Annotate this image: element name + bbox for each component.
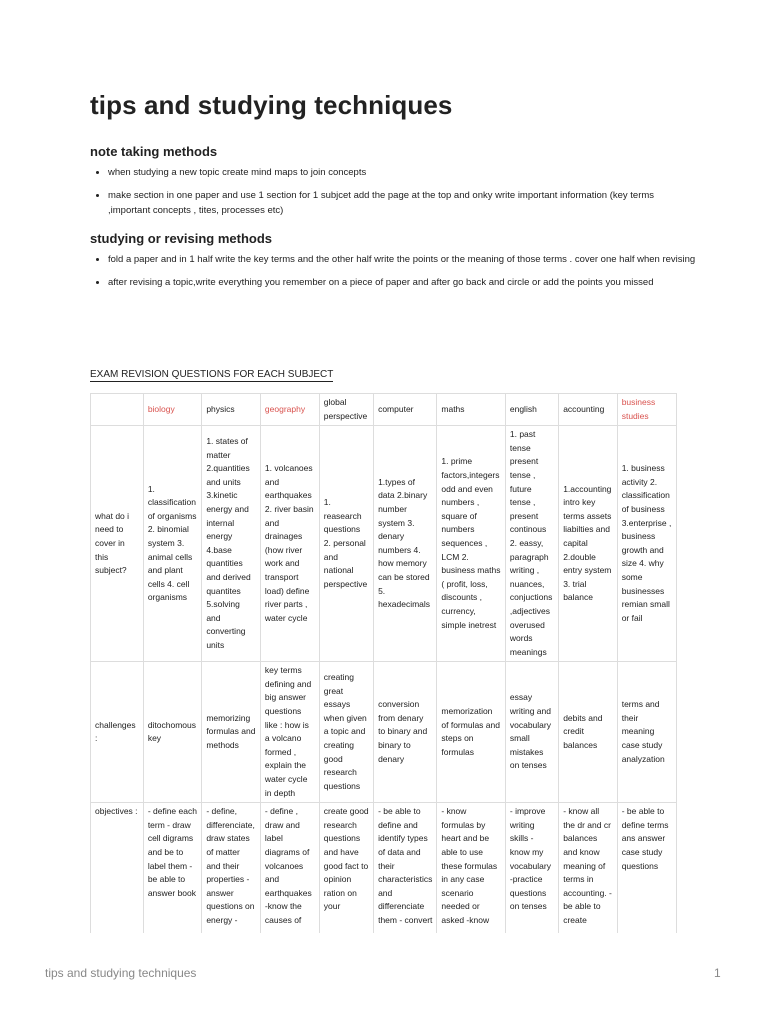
table-row xyxy=(91,803,677,933)
table-cell: 1. reasearch questions 2. personal and national perspective xyxy=(319,426,373,662)
table-cell: - define, differenciate, draw states of matter and their properties - answer questions on energy - xyxy=(202,803,261,933)
table-row xyxy=(91,426,677,662)
table-row xyxy=(91,662,677,803)
table-cell: 1. past tense present tense , future tense , present continous 2. eassy, paragraph writing , nuances, conjuctions ,adjectives overused words meanings xyxy=(505,426,558,662)
table-cell: 1. volcanoes and earthquakes 2. river basin and drainages (how river work and transport load) define river parts , water cycle xyxy=(260,426,319,662)
table-cell: creating great essays when given a topic and creating good research questions xyxy=(319,662,373,803)
row-header: challenges : xyxy=(91,662,144,803)
column-header-english: english xyxy=(505,394,558,426)
table-cell: ditochomous key xyxy=(143,662,202,803)
column-header-computer: computer xyxy=(374,394,437,426)
table-cell: - know formulas by heart and be able to use these formulas in any case scenario needed or asked -know xyxy=(437,803,505,933)
revising-list xyxy=(90,252,698,298)
table-cell: 1. states of matter 2.quantities and units 3.kinetic energy and internal energy 4.base quantities and derived quantites 5.solving and converting units xyxy=(202,426,261,662)
table-cell: key terms defining and big answer questions like : how is a volcano formed , explain the water cycle in depth xyxy=(260,662,319,803)
page-number: 1 xyxy=(714,966,721,980)
list-item: • make section in one paper and use 1 section for 1 subjcet add the page at the top and onky write important information (key terms ,important concepts , tites, processes etc) xyxy=(108,188,698,218)
table-header-row xyxy=(91,394,677,426)
column-header-business-studies: business studies xyxy=(617,394,676,426)
table-cell: 1. prime factors,integers odd and even numbers , square of numbers sequences , LCM 2. business maths ( profit, loss, discounts , currency, simple inetrest xyxy=(437,426,505,662)
table-cell: memorizing formulas and methods xyxy=(202,662,261,803)
row-header: what do i need to cover in this subject? xyxy=(91,426,144,662)
table-cell: 1.types of data 2.binary number system 3. denary numbers 4. how memory can be stored 5. hexadecimals xyxy=(374,426,437,662)
note-taking-heading: note taking methods xyxy=(90,144,218,159)
revising-heading: studying or revising methods xyxy=(90,231,273,246)
table-cell: essay writing and vocabulary small mistakes on tenses xyxy=(505,662,558,803)
column-header-accounting: accounting xyxy=(559,394,618,426)
column-header-biology: biology xyxy=(143,394,202,426)
page-title: tips and studying techniques xyxy=(90,90,453,120)
list-item: • fold a paper and in 1 half write the key terms and the other half write the points or the meaning of those terms . cover one half when revising xyxy=(108,252,698,267)
column-header-maths: maths xyxy=(437,394,505,426)
table-cell: - be able to define and identify types of data and their characteristics and differenciate them - convert xyxy=(374,803,437,933)
column-header-geography: geography xyxy=(260,394,319,426)
table-cell: - define , draw and label diagrams of volcanoes and earthquakes -know the causes of xyxy=(260,803,319,933)
table-cell: 1.accounting intro key terms assets liabilties and capital 2.double entry system 3. trial balance xyxy=(559,426,618,662)
list-item: • when studying a new topic create mind maps to join concepts xyxy=(108,165,698,180)
table-cell: 1. classification of organisms 2. binomial system 3. animal cells and plant cells 4. cell organisms xyxy=(143,426,202,662)
table-cell: debits and credit balances xyxy=(559,662,618,803)
table-cell xyxy=(91,394,144,426)
list-item: • after revising a topic,write everything you remember on a piece of paper and after go back and circle or add the points you missed xyxy=(108,275,698,290)
footer-title: tips and studying techniques xyxy=(45,966,197,980)
table-cell: - define each term - draw cell digrams and be to label them -be able to answer book xyxy=(143,803,202,933)
table-cell: 1. business activity 2. classification of business 3.enterprise , business growth and size 4. why some businesses remian small or fail xyxy=(617,426,676,662)
table-cell: terms and their meaning case study analyzation xyxy=(617,662,676,803)
table-cell: memorization of formulas and steps on formulas xyxy=(437,662,505,803)
table-viewport xyxy=(0,393,677,933)
table-cell: conversion from denary to binary and binary to denary xyxy=(374,662,437,803)
table-cell: - be able to define terms ans answer case study questions xyxy=(617,803,676,933)
table-cell: - know all the dr and cr balances and know meaning of terms in accounting. - be able to create xyxy=(559,803,618,933)
column-header-global-perspective: global perspective xyxy=(319,394,373,426)
column-header-physics: physics xyxy=(202,394,261,426)
note-taking-list xyxy=(90,165,698,226)
exam-revision-table xyxy=(90,393,677,933)
table-cell: create good research questions and have good fact to opinion ration on your xyxy=(319,803,373,933)
table-cell: - improve writing skills - know my vocabulary -practice questions on tenses xyxy=(505,803,558,933)
exam-revision-title: EXAM REVISION QUESTIONS FOR EACH SUBJECT xyxy=(90,369,334,380)
row-header: objectives : xyxy=(91,803,144,933)
